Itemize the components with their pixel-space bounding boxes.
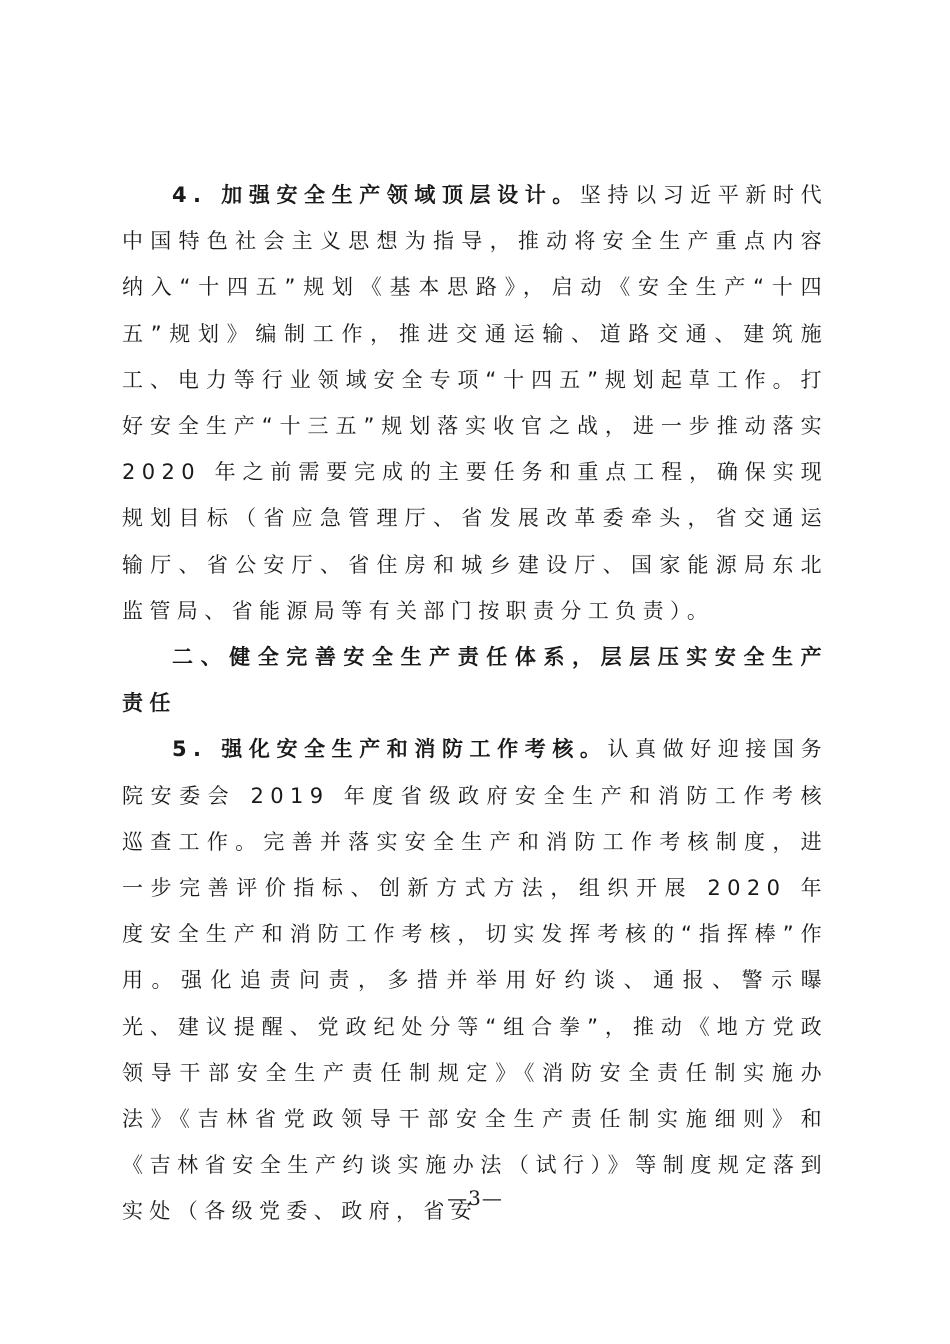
item-4-text: 坚持以习近平新时代中国特色社会主义思想为指导，推动将安全生产重点内容纳入“十四五”规划《基本思路》，启动《安全生产“十四五”规划》编制工作，推进交通运输、道路交通、建筑施工、电力等行业领域安全专项“十四五”规划起草工作。打好安全生产“十三五”规划落实收官之战，进一步推动落实 2020 年之前需要完成的主要任务和重点工程，确保实现规划目标（省应急管理厅、省发展改革委牵头，省交通运输厅、省公安厅、省住房和城乡建设厅、国家能源局东北监管局、省能源局等有关部门按职责分工负责）。 [122, 183, 828, 623]
item-5-text: 认真做好迎接国务院安委会 2019 年度省级政府安全生产和消防工作考核巡查工作。完善并落实安全生产和消防工作考核制度，进一步完善评价指标、创新方式方法，组织开展 2020 年度安全生产和消防工作考核，切实发挥考核的“指挥棒”作用。强化追责问责，多措并举用好约谈、通报、警示曝光、建议提醒、党政纪处分等“组合拳”，推动《地方党政领导干部安全生产责任制规定》《消防安全责任制实施办法》《吉林省党政领导干部安全生产责任制实施细则》和《吉林省安全生产约谈实施办法（试行）》等制度规定落到实处（各级党委、政府，省安 [122, 737, 829, 1224]
paragraph-item-5 [122, 726, 828, 1234]
page-number: —3— [447, 1186, 503, 1210]
document-body [122, 172, 828, 1235]
paragraph-item-4 [122, 172, 828, 634]
item-5-lead: 5. 强化安全生产和消防工作考核。 [172, 737, 608, 762]
section-heading-2: 二、健全完善安全生产责任体系，层层压实安全生产责任 [122, 645, 828, 716]
item-4-lead: 4. 加强安全生产领域顶层设计。 [172, 183, 580, 207]
